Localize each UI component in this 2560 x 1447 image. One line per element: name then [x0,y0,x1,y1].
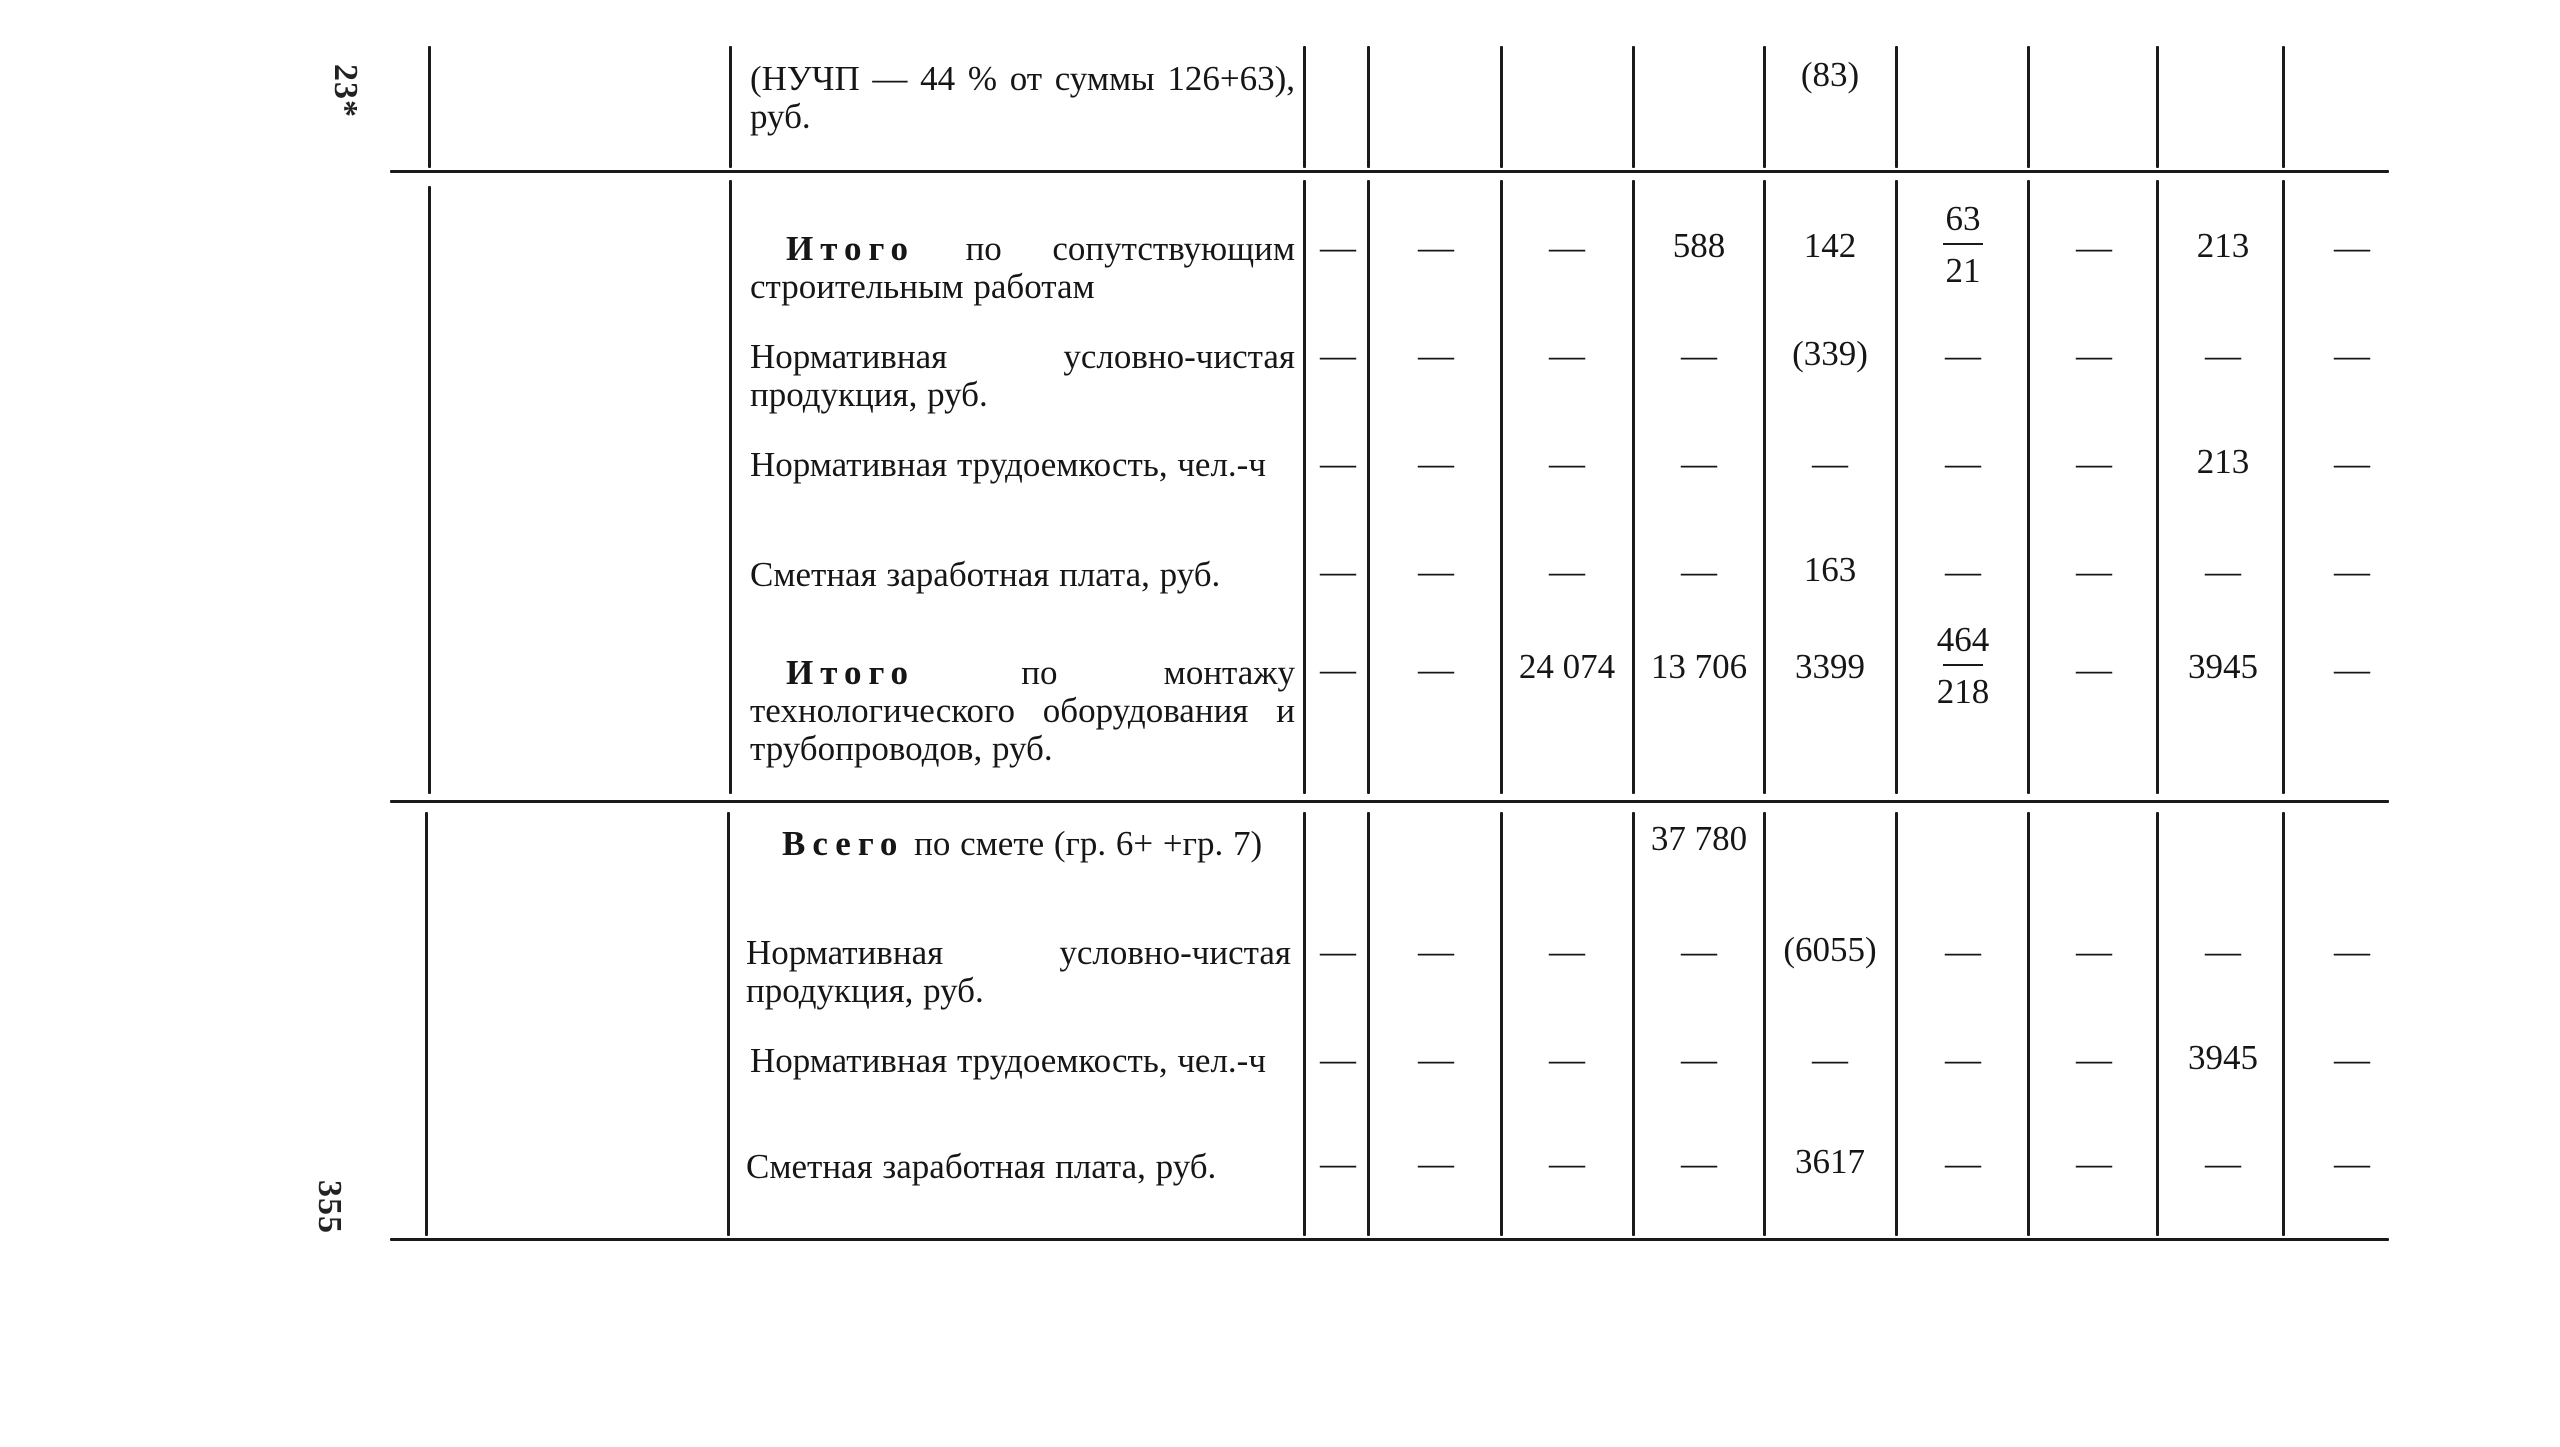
row-6-c9: — [2334,931,2370,971]
row-8-c1: — [1320,1143,1356,1183]
column-rule [1632,812,1635,1236]
column-rule [1763,180,1766,794]
column-rule [1500,46,1503,168]
row-6-c4: — [1681,931,1717,971]
row-2-c1: — [1320,443,1356,483]
row-7-c5: — [1812,1039,1848,1079]
row-0-c3: — [1549,227,1585,267]
row-4-c1: — [1320,649,1356,689]
column-rule [2027,46,2030,168]
row-6-c5: (6055) [1783,930,1877,969]
column-rule [428,186,431,794]
column-rule [1367,812,1370,1236]
header-fragment-text: (НУЧП — 44 % от суммы 126+63), руб. [750,59,1295,136]
header-fragment-c5: (83) [1800,55,1860,94]
column-rule [1895,46,1898,168]
row-4-c5: 3399 [1795,647,1865,686]
column-rule [727,812,730,1236]
row-7-c2: — [1418,1039,1454,1079]
row-0-fraction-bottom: 21 [1945,251,1981,290]
row-3-c9: — [2334,551,2370,591]
row-0-label-rest: по сопутствующим строительным работам [750,229,1295,306]
row-8-c9: — [2334,1143,2370,1183]
row-1-c2: — [1418,335,1454,375]
column-rule [1367,46,1370,168]
row-4-fraction-bottom: 218 [1936,672,1990,711]
row-7-c3: — [1549,1039,1585,1079]
row-6-c6: — [1945,931,1981,971]
column-rule [428,46,431,168]
section-rule-middle [390,800,2389,803]
column-rule [1500,812,1503,1236]
row-4-c7: — [2076,649,2112,689]
row-8-c5: 3617 [1795,1142,1865,1181]
row-0-c4: 588 [1672,226,1726,265]
row-4-c9: — [2334,649,2370,689]
row-3-c8: — [2205,551,2241,591]
row-6-c8: — [2205,931,2241,971]
row-8-c3: — [1549,1143,1585,1183]
row-4-label [750,654,1295,768]
row-5-label-spaced: Всего [782,824,905,863]
row-1-c3: — [1549,335,1585,375]
row-0-label [750,230,1295,306]
column-rule [2027,180,2030,794]
row-0-label-spaced: Итого [786,229,915,268]
row-5-label [750,825,1295,863]
column-rule [1763,46,1766,168]
row-8-c8: — [2205,1143,2241,1183]
column-rule [729,46,732,168]
row-6-label: Нормативная условно-чистая продукция, руб. [746,933,1291,1010]
column-rule [1632,46,1635,168]
row-8-c2: — [1418,1143,1454,1183]
column-rule [1303,180,1306,794]
row-4-fraction-line [1943,664,1983,666]
row-5-label-rest: по смете (гр. 6+ +гр. 7) [904,824,1263,863]
row-7-c6: — [1945,1039,1981,1079]
column-rule [1763,812,1766,1236]
row-3-label: Сметная заработная плата, руб. [750,555,1221,594]
row-2-c8: 213 [2196,442,2250,481]
row-4-c3: 24 074 [1518,647,1616,686]
row-1-c8: — [2205,335,2241,375]
section-rule-top [390,170,2389,173]
row-0-fraction-top: 63 [1945,199,1981,238]
row-2-c4: — [1681,443,1717,483]
row-1-c7: — [2076,335,2112,375]
row-3-c1: — [1320,551,1356,591]
row-0-fraction-line [1943,243,1983,245]
row-3-c2: — [1418,551,1454,591]
row-0-fraction [1900,201,2026,289]
row-4-c2: — [1418,649,1454,689]
row-7-c9: — [2334,1039,2370,1079]
row-0-c2: — [1418,227,1454,267]
row-2-c7: — [2076,443,2112,483]
row-0-c1: — [1320,227,1356,267]
row-1-c6: — [1945,335,1981,375]
row-7-c7: — [2076,1039,2112,1079]
row-2-c3: — [1549,443,1585,483]
column-rule [1303,46,1306,168]
row-1-c5: (339) [1792,334,1868,373]
row-7-c1: — [1320,1039,1356,1079]
row-1-c1: — [1320,335,1356,375]
page-marker-bottom: 355 [311,1180,348,1234]
row-6-c1: — [1320,931,1356,971]
column-rule [1303,812,1306,1236]
row-0-c8: 213 [2196,226,2250,265]
row-3-c6: — [1945,551,1981,591]
section-rule-bottom [390,1238,2389,1241]
row-3-c3: — [1549,551,1585,591]
row-2-label: Нормативная трудоемкость, чел.-ч [750,445,1266,484]
column-rule [2282,180,2285,794]
row-3-c7: — [2076,551,2112,591]
column-rule [2027,812,2030,1236]
row-1-c4: — [1681,335,1717,375]
row-6-c3: — [1549,931,1585,971]
row-0-c7: — [2076,227,2112,267]
row-2-c6: — [1945,443,1981,483]
row-4-label-rest: по монтажу технологического оборудования и трубопроводов, руб. [750,653,1295,768]
row-4-c8: 3945 [2188,647,2258,686]
column-rule [729,180,732,794]
row-8-c7: — [2076,1143,2112,1183]
row-2-c9: — [2334,443,2370,483]
row-0-c5: 142 [1803,226,1857,265]
column-rule [2156,46,2159,168]
row-4-c4: 13 706 [1650,647,1748,686]
row-3-c5: 163 [1803,550,1857,589]
row-1-c9: — [2334,335,2370,375]
row-7-c8: 3945 [2188,1038,2258,1077]
column-rule [2156,180,2159,794]
row-3-c4: — [1681,551,1717,591]
row-7-c4: — [1681,1039,1717,1079]
column-rule [1895,180,1898,794]
row-2-c5: — [1812,443,1848,483]
row-1-label: Нормативная условно-чистая продукция, руб. [750,337,1295,414]
column-rule [1500,180,1503,794]
column-rule [1367,180,1370,794]
row-6-c2: — [1418,931,1454,971]
row-4-fraction-top: 464 [1936,620,1990,659]
row-2-c2: — [1418,443,1454,483]
row-0-c9: — [2334,227,2370,267]
page-marker-top: 23* [327,64,364,118]
row-4-label-spaced: Итого [786,653,915,692]
row-6-c7: — [2076,931,2112,971]
row-8-label: Сметная заработная плата, руб. [746,1147,1217,1186]
row-8-c6: — [1945,1143,1981,1183]
row-4-fraction [1900,622,2026,710]
row-8-c4: — [1681,1143,1717,1183]
column-rule [425,812,428,1236]
column-rule [2282,46,2285,168]
column-rule [1895,812,1898,1236]
row-7-label: Нормативная трудоемкость, чел.-ч [750,1041,1266,1080]
column-rule [1632,180,1635,794]
row-5-c4: 37 780 [1650,819,1748,858]
